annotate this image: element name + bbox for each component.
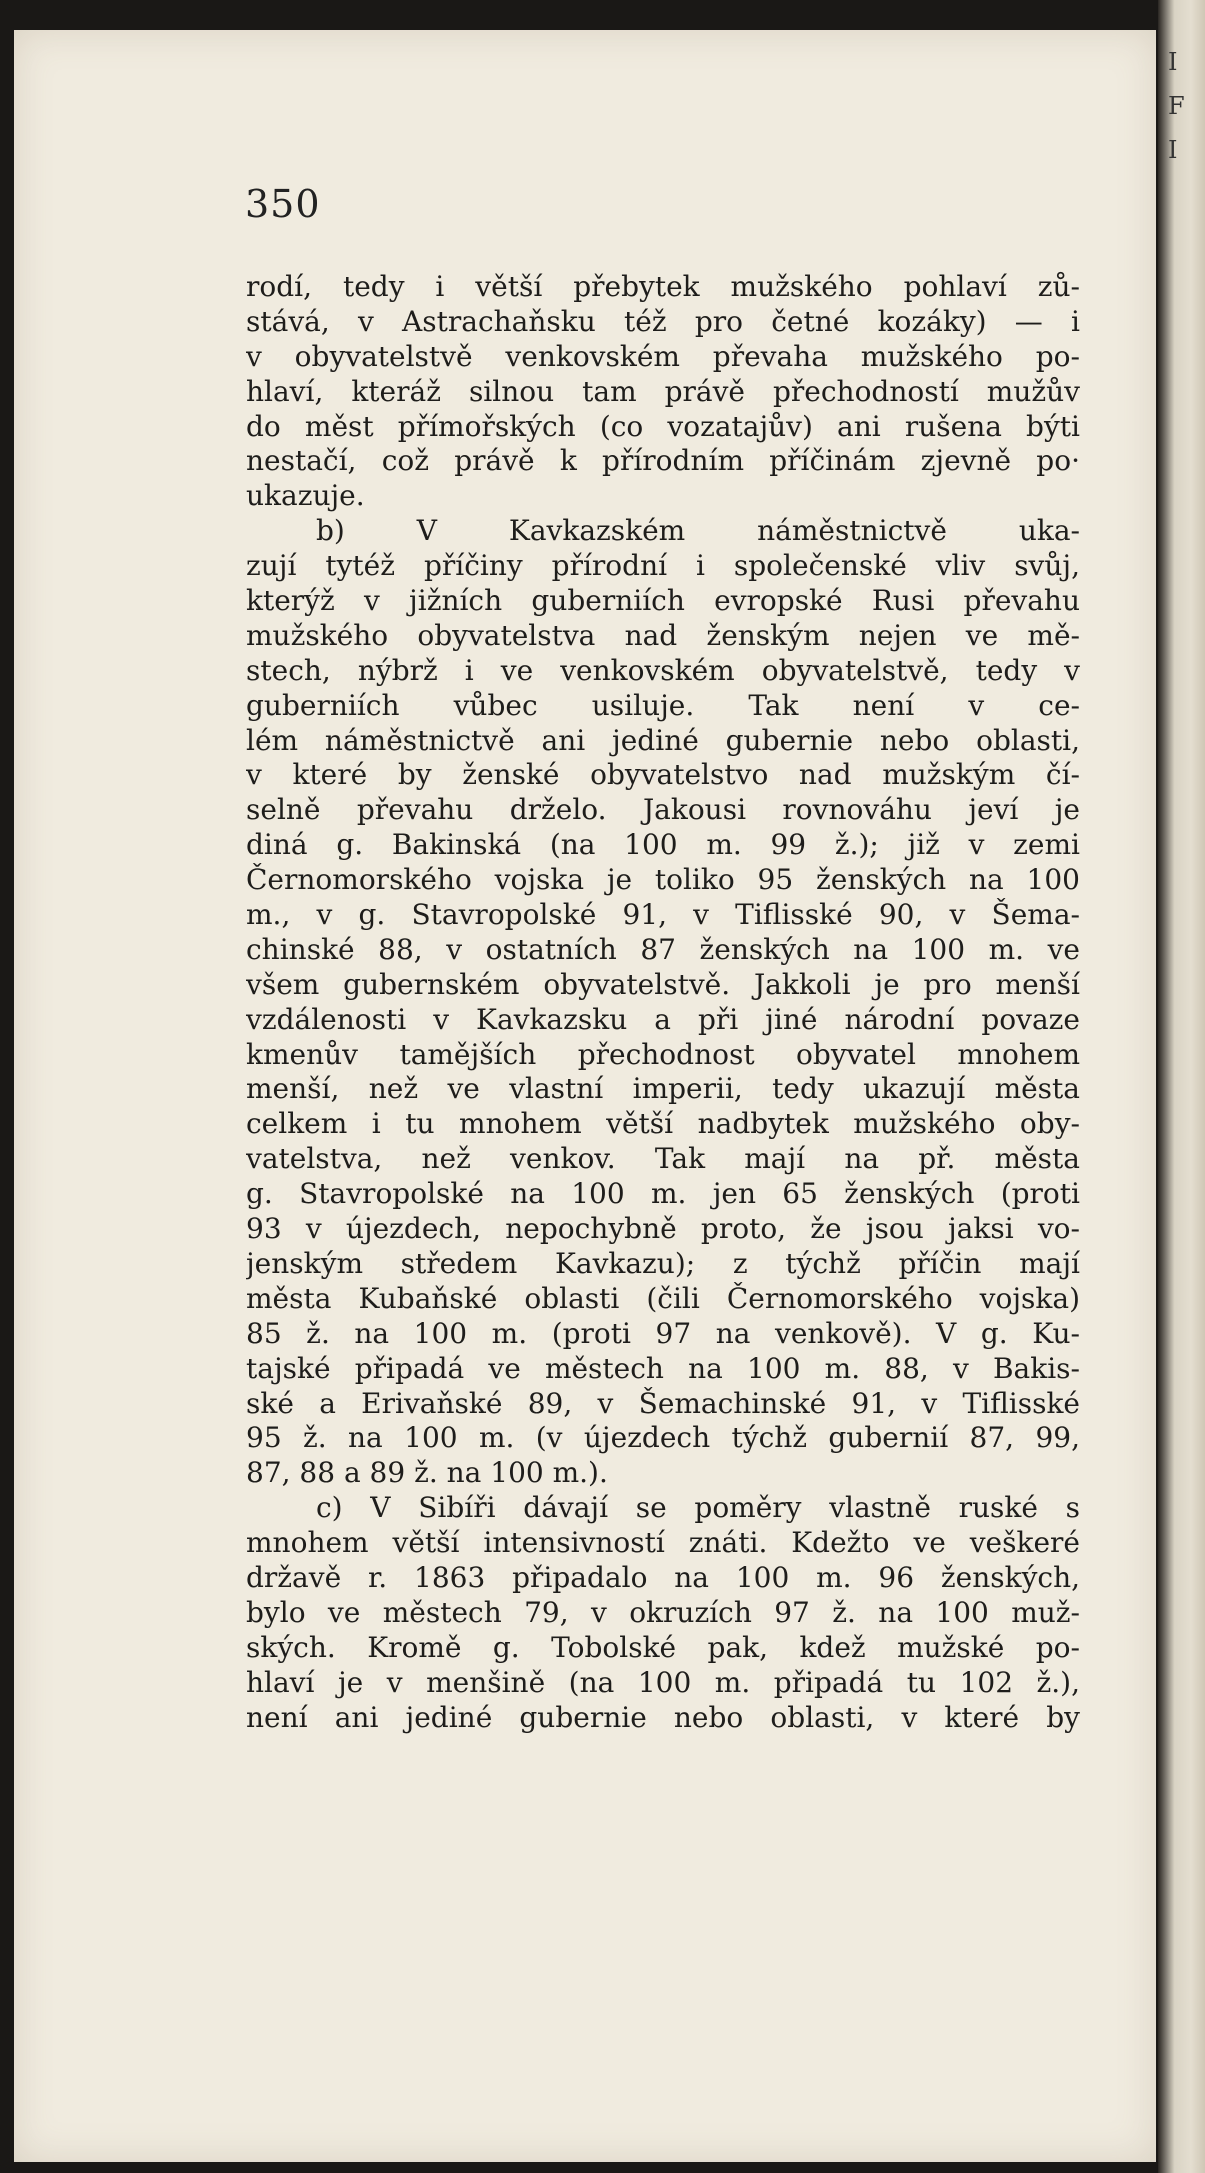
- edge-mark: I: [1168, 48, 1178, 76]
- text-line: bylo ve městech 79, v okruzích 97 ž. na 100 muž-: [246, 1595, 1080, 1629]
- section-heading-line: c) V Sibíři dávají se poměry vlastně ruské s: [316, 1491, 1080, 1525]
- text-line: v které by ženské obyvatelstvo nad mužským čí-: [246, 758, 1080, 792]
- text-line: tajské připadá ve městech na 100 m. 88, v Bakis-: [246, 1351, 1080, 1385]
- text-line: chinské 88, v ostatních 87 ženských na 100 m. ve: [246, 932, 1080, 966]
- text-line: není ani jediné gubernie nebo oblasti, v které by: [246, 1700, 1080, 1734]
- text-line: selně převahu drželo. Jakousi rovnováhu jeví je: [246, 793, 1080, 827]
- text-line: v obyvatelstvě venkovském převaha mužského po-: [246, 339, 1080, 373]
- text-line: 95 ž. na 100 m. (v újezdech týchž gubernií 87, 99,: [246, 1421, 1080, 1455]
- section-heading-line: b) V Kavkazském náměstnictvě uka-: [316, 514, 1080, 548]
- text-line: všem gubernském obyvatelstvě. Jakkoli je pro menší: [246, 967, 1080, 1001]
- text-line: kterýž v jižních guberniích evropské Rusi převahu: [246, 584, 1080, 618]
- text-line: rodí, tedy i větší přebytek mužského pohlaví zů-: [246, 270, 1080, 303]
- text-line: stává, v Astrachaňsku též pro četné kozáky) — i: [246, 304, 1080, 338]
- adjacent-page-edge: [1158, 0, 1205, 2173]
- text-line: celkem i tu mnohem větší nadbytek mužského oby-: [246, 1107, 1080, 1141]
- text-line: hlaví je v menšině (na 100 m. připadá tu 102 ž.),: [246, 1665, 1080, 1699]
- text-line: do měst přímořských (co vozatajův) ani rušena býti: [246, 409, 1080, 443]
- text-line: jenským středem Kavkazu); z týchž příčin mají: [246, 1246, 1080, 1280]
- text-line: zují tytéž příčiny přírodní i společenské vliv svůj,: [246, 549, 1080, 583]
- edge-mark: F: [1168, 92, 1185, 120]
- page-number: 350: [245, 182, 321, 226]
- text-line: 85 ž. na 100 m. (proti 97 na venkově). V g. Ku-: [246, 1316, 1080, 1350]
- edge-mark: I: [1168, 136, 1178, 164]
- text-line: diná g. Bakinská (na 100 m. 99 ž.); již v zemi: [246, 828, 1080, 862]
- text-line: stech, nýbrž i ve venkovském obyvatelstvě, tedy v: [246, 653, 1080, 687]
- text-line: vzdálenosti v Kavkazsku a při jiné národní povaze: [246, 1002, 1080, 1036]
- text-line: hlaví, kteráž silnou tam právě přechodností mužův: [246, 374, 1080, 408]
- text-line: g. Stavropolské na 100 m. jen 65 ženských (proti: [246, 1177, 1080, 1211]
- text-line: menší, než ve vlastní imperii, tedy ukazují města: [246, 1072, 1080, 1106]
- text-line: guberniích vůbec usiluje. Tak není v ce-: [246, 688, 1080, 722]
- text-line: ukazuje.: [246, 479, 365, 513]
- text-line: 93 v újezdech, nepochybně proto, že jsou jaksi vo-: [246, 1212, 1080, 1246]
- text-line: města Kubaňské oblasti (čili Černomorského vojska): [246, 1281, 1080, 1315]
- text-line: kmenův tamějších přechodnost obyvatel mnohem: [246, 1037, 1080, 1071]
- adjacent-page-marks: [1168, 40, 1185, 172]
- text-line: m., v g. Stavropolské 91, v Tiflisské 90, v Šema-: [246, 898, 1080, 932]
- text-line: mnohem větší intensivností znáti. Kdežto ve veškeré: [246, 1526, 1080, 1560]
- text-line: mužského obyvatelstva nad ženským nejen ve mě-: [246, 618, 1080, 652]
- text-line: državě r. 1863 připadalo na 100 m. 96 ženských,: [246, 1560, 1080, 1594]
- body-text: [246, 270, 1080, 1735]
- text-line: ských. Kromě g. Tobolské pak, kdež mužské po-: [246, 1630, 1080, 1664]
- text-line: ské a Erivaňské 89, v Šemachinské 91, v Tiflisské: [246, 1386, 1080, 1420]
- text-line: lém náměstnictvě ani jediné gubernie nebo oblasti,: [246, 723, 1080, 757]
- text-line: vatelstva, než venkov. Tak mají na př. města: [246, 1142, 1080, 1176]
- text-line: Černomorského vojska je toliko 95 ženských na 100: [246, 863, 1080, 897]
- text-line: nestačí, což právě k přírodním příčinám zjevně po·: [246, 444, 1080, 478]
- text-line: 87, 88 a 89 ž. na 100 m.).: [246, 1456, 608, 1490]
